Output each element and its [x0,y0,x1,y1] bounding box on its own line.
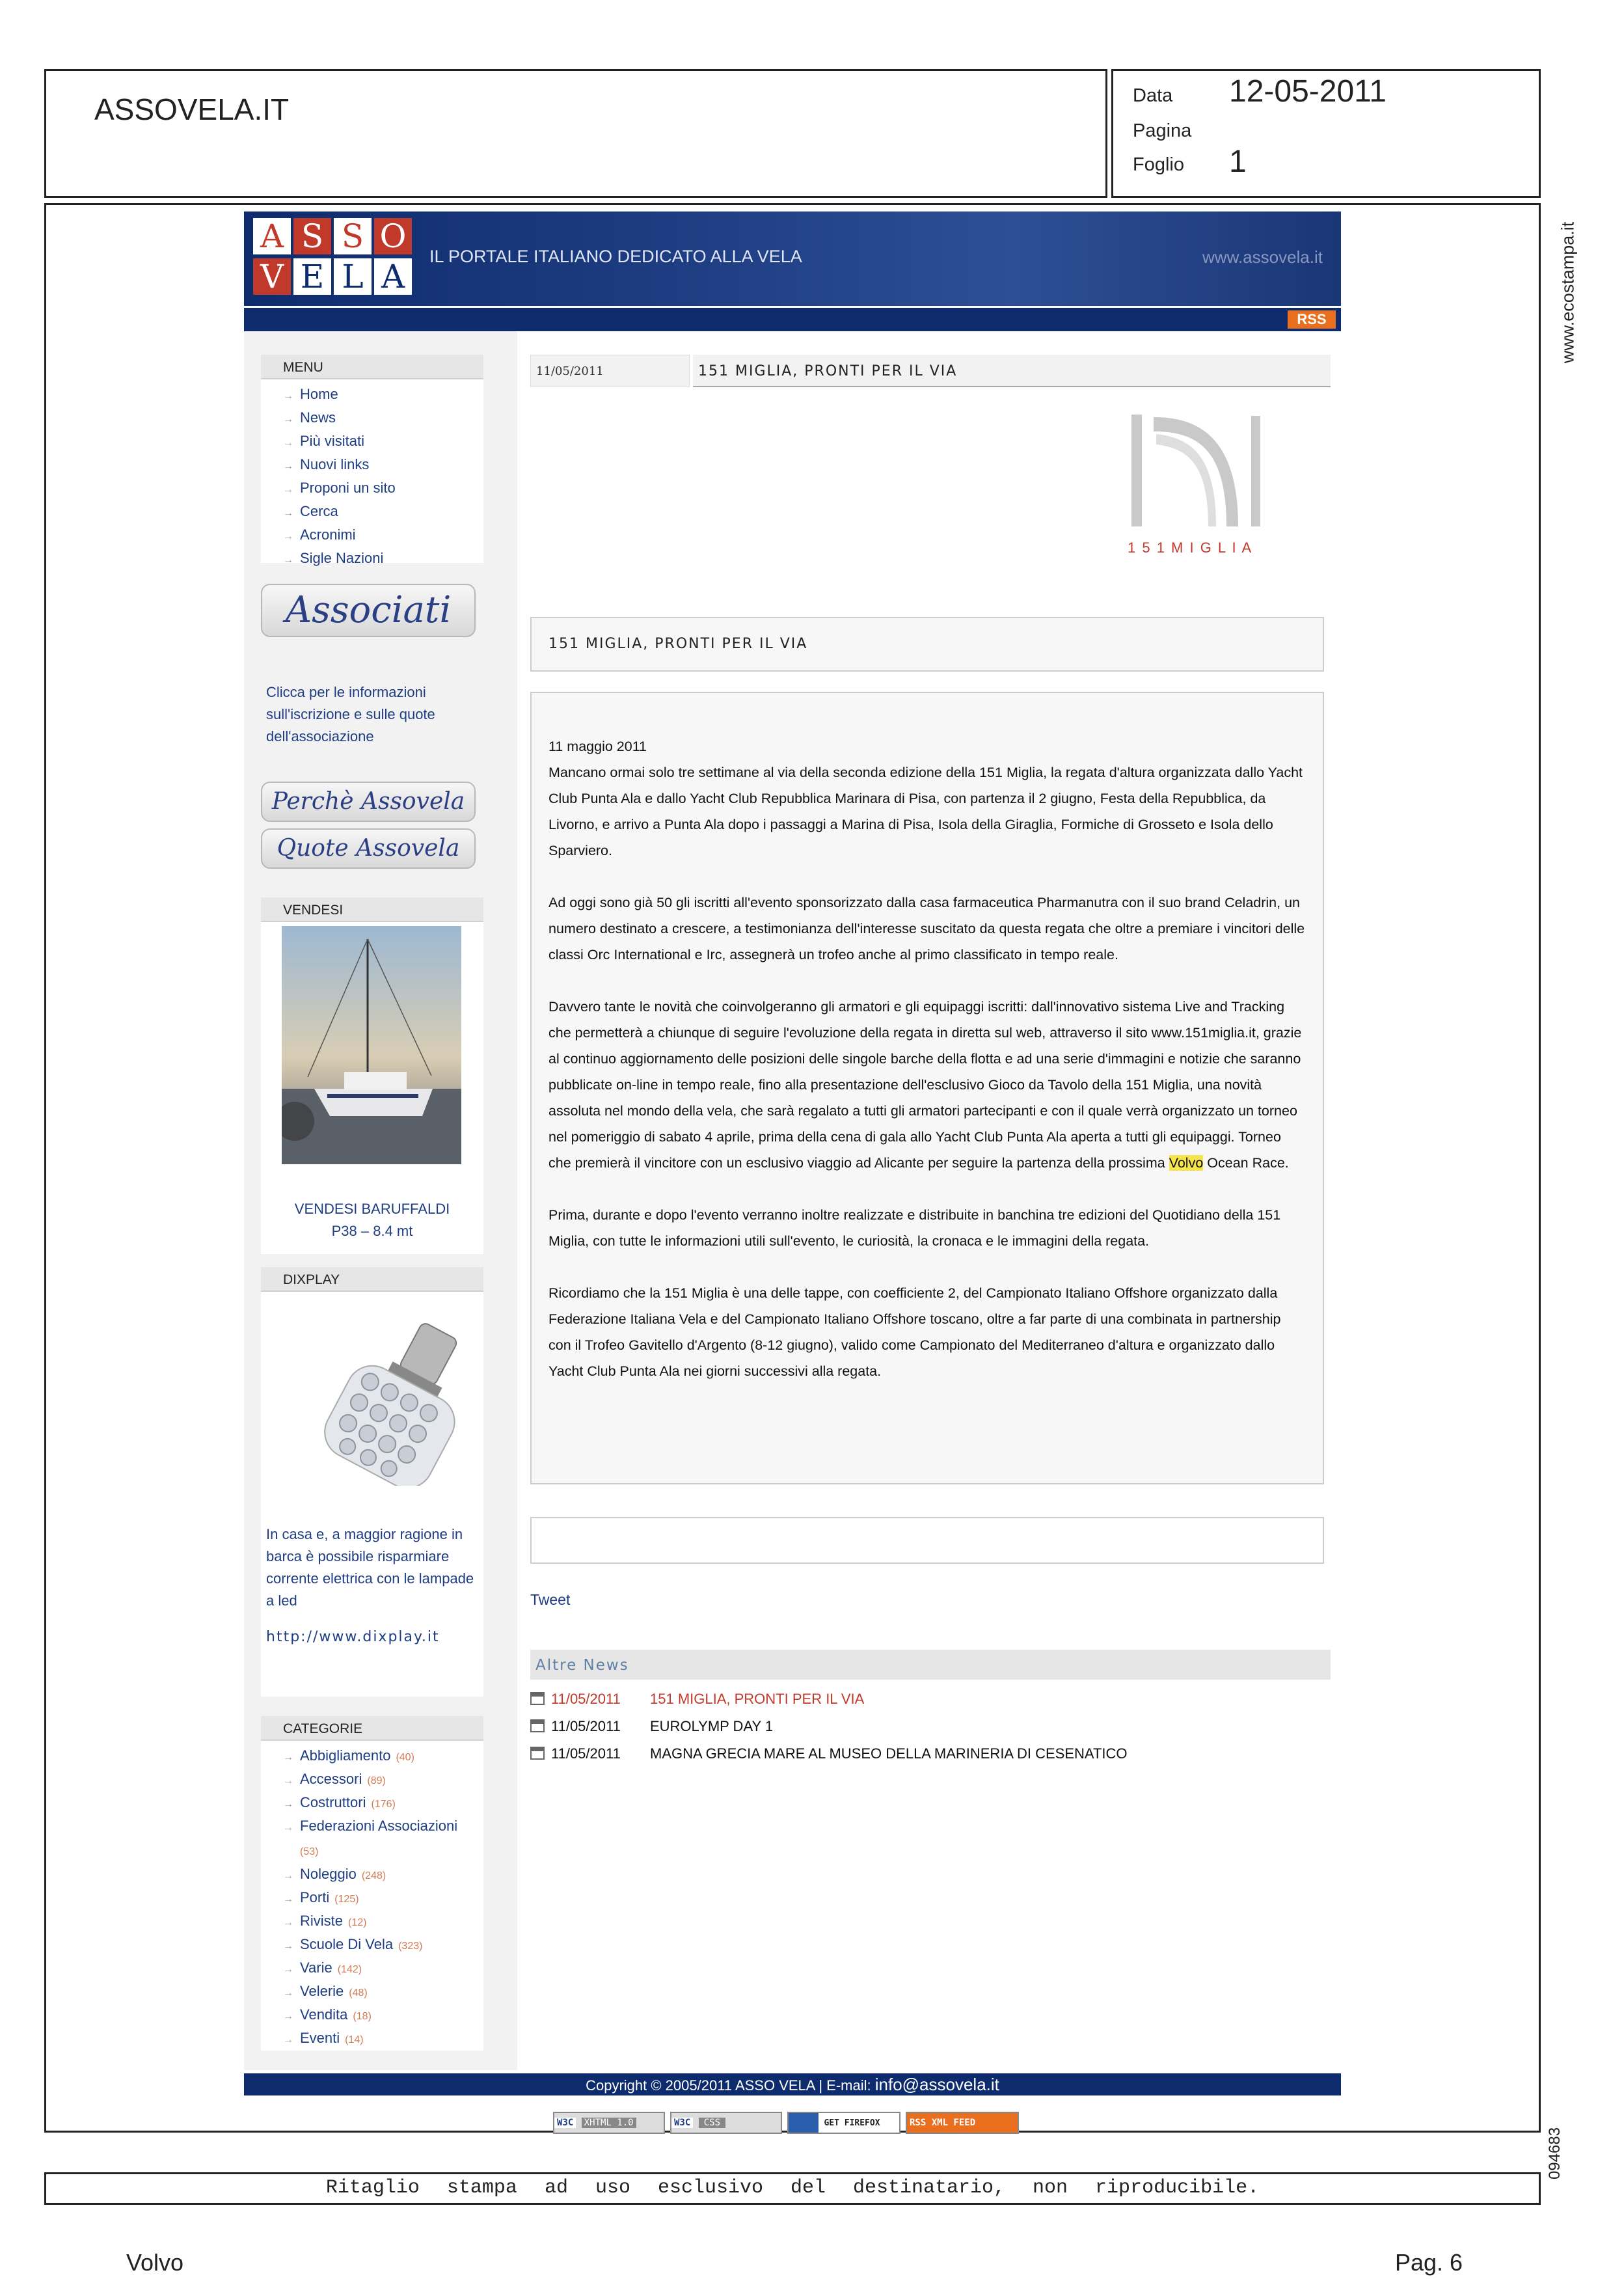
altre-news-title: Altre News [530,1650,1331,1680]
news-title: EUROLYMP DAY 1 [650,1718,774,1734]
vendesi-box [261,897,483,1254]
share-box [530,1517,1324,1564]
associati-button[interactable]: Associati [261,584,476,637]
category-count: (323) [398,1941,423,1952]
site-banner [244,212,1341,306]
rss-xml-badge[interactable] [906,2112,1019,2134]
vendesi-caption[interactable] [261,1198,483,1242]
sailboat-photo[interactable] [282,926,461,1164]
category-count: (14) [345,2034,364,2045]
category-name: Vendita [300,2006,348,2023]
associati-text: Clicca per le informazioni sull'iscrizione e sulle quote dell'associazione [266,684,435,744]
clipping-code [1536,2112,1575,2196]
151-miglia-logo [1128,412,1264,562]
article-paragraph: Ricordiamo che la 151 Miglia è una delle tappe, con coefficiente 2, del Campionato Italiano Offshore organizzato dalla Federazione Italiana Vela e del Campionato Italiano Offshore toscano, oltre a far parte di una combinata in partnership con il Trofeo Gavitello d'Argento (8-12 giugno), valido come Campionato del Mediterraneo d'altura e organizzato dallo Yacht Club Punta Ala nei giorni successivi alla regata. [548,1285,1281,1379]
article-title: 151 MIGLIA, PRONTI PER IL VIA [693,355,1331,387]
xhtml-badge-label: XHTML 1.0 [582,2118,636,2128]
menu-item-sigle-nazioni[interactable]: → Sigle Nazioni [261,547,483,571]
menu-item-piu-visitati[interactable]: → Più visitati [261,430,483,454]
category-item[interactable] [261,1933,483,1957]
category-item[interactable] [261,1745,483,1768]
menu-item-news[interactable]: → News [261,407,483,430]
publication-name: ASSOVELA.IT [94,92,290,126]
category-name: Costruttori [300,1794,366,1810]
logo-letter: S [293,218,331,254]
category-item[interactable] [261,2004,483,2027]
pagina-label: Pagina [1133,120,1192,141]
article-date: 11/05/2011 [530,355,690,387]
menu-item-nuovi-links[interactable]: → Nuovi links [261,454,483,477]
article-paragraph: Ad oggi sono già 50 gli iscritti all'evento sponsorizzato dalla casa farmaceutica Pharmanutra con il suo brand Celadrin, un numero destinato a crescere, a testimonianza dell'interesse suscitato da questa regata che oltre a premiare i vincitori delle classi Orc International e Irc, assegnerà un trofeo anche al primo classificato in tempo reale. [548,895,1305,962]
left-sidebar [244,331,517,2070]
copyright-text: Copyright © 2005/2011 ASSO VELA | E-mail: [586,2077,875,2094]
disclaimer: Ritaglio stampa ad uso esclusivo del destinatario, non riproducibile. [44,2172,1541,2205]
category-count: (248) [361,1870,386,1881]
menu-item-cerca[interactable]: → Cerca [261,500,483,524]
page-number: Pag. 6 [1395,2249,1463,2276]
perche-assovela-button[interactable]: Perchè Assovela [261,782,476,822]
data-label: Data [1133,85,1173,106]
nav-bar [244,308,1341,331]
w3c-logo: W3C [554,2118,576,2128]
side-url: www.ecostampa.it [1558,221,1578,364]
firefox-badge[interactable] [787,2112,900,2134]
menu-title: MENU [261,355,483,379]
category-count: (89) [367,1775,386,1786]
category-name: Riviste [300,1913,344,1929]
foglio-label: Foglio [1133,154,1184,175]
css-badge-label: CSS [699,2118,725,2128]
data-value: 12-05-2011 [1229,74,1387,109]
quote-assovela-button[interactable]: Quote Assovela [261,828,476,869]
clipping-header-left [44,69,1107,198]
article-subtitle: 151 MIGLIA, PRONTI PER IL VIA [530,617,1324,672]
rss-xml-badge-label: RSS XML FEED [910,2118,976,2128]
site-url: www.assovela.it [1202,247,1323,267]
paragraph-text: Davvero tante le novità che coinvolgeranno gli armatori e gli equipaggi iscritti: dall'innovativo sistema Live and Tracking che permetterà a chiunque di seguire l'evoluzione della regata in diretta sul web, attraverso il sito www.151miglia.it, grazie al continuo aggiornamento delle posizioni delle singole barche della flotta e ad una serie d'immagini e notizie che saranno pubblicate on-line in tempo reale, fino alla presentazione dell'esclusivo Gioco da Tavolo della 151 Miglia, una novità assoluta nel mondo della vela, che sarà regalato a tutti gli armatori partecipanti e con il quale verrà organizzato un torneo nel pomeriggio di sabato 4 aprile, prima della cena di gala allo Yacht Club Punta Ala aperta a tutti gli equipaggi. Torneo che premierà il vincitore con un esclusivo viaggio ad Alicante per seguire la partenza della prossima [548,999,1302,1171]
led-lamp-photo[interactable] [282,1296,461,1486]
clipping-header-right [1111,69,1541,198]
category-item[interactable] [261,1863,483,1887]
category-count: (125) [334,1894,359,1905]
category-count: (18) [353,2011,372,2022]
article-body [530,692,1324,1484]
news-date: 11/05/2011 [551,1745,621,1762]
footer-email-link[interactable]: info@assovela.it [874,2075,999,2094]
category-item[interactable] [261,1768,483,1792]
calendar-icon [530,1747,545,1760]
menu-item-home[interactable]: → Home [261,383,483,407]
151-miglia-logo-mark [1128,412,1264,536]
dixplay-link[interactable]: http://www.dixplay.it [266,1629,440,1645]
logo-letter: O [374,218,412,254]
calendar-icon [530,1719,545,1732]
paragraph-text: Ocean Race. [1203,1155,1289,1171]
151-miglia-logo-text: 1 5 1 M I G L I A [1128,539,1253,556]
category-count: (176) [371,1799,396,1810]
tweet-button[interactable]: Tweet [530,1591,571,1608]
w3c-logo: W3C [671,2118,693,2128]
category-item[interactable] [261,2027,483,2051]
category-item[interactable] [261,1957,483,1980]
logo-letter: L [334,258,372,295]
calendar-icon [530,1692,545,1705]
menu-item-acronimi[interactable]: → Acronimi [261,524,483,547]
category-count: (48) [349,1987,368,1999]
category-name: Porti [300,1889,330,1905]
news-title: MAGNA GRECIA MARE AL MUSEO DELLA MARINERIA DI CESENATICO [650,1745,1128,1762]
article-paragraph: Mancano ormai solo tre settimane al via della seconda edizione della 151 Miglia, la regata d'altura organizzata dallo Yacht Club Punta Ala e dallo Yacht Club Repubblica Marinara di Pisa, con partenza il 2 giugno, Festa della Repubblica, da Livorno, e arrivo a Punta Ala dopo i passaggi a Marina di Pisa, Isola della Giraglia, Formiche di Grosseto e Isola dello Sparviero. [548,765,1303,858]
category-item[interactable] [261,1815,483,1863]
css-badge[interactable] [670,2112,782,2134]
category-name: Velerie [300,1983,344,1999]
category-count: (40) [396,1752,414,1763]
logo-letter: A [374,258,412,295]
category-count: (142) [337,1964,362,1975]
categorie-title: CATEGORIE [261,1716,483,1741]
category-count: (12) [348,1917,367,1928]
category-name: Accessori [300,1771,362,1787]
dixplay-box [261,1267,483,1697]
category-name: Abbigliamento [300,1747,391,1764]
assovela-logo[interactable] [249,217,417,299]
article-paragraph [548,994,1307,1176]
dixplay-text: In casa e, a maggior ragione in barca è possibile risparmiare corrente elettrica con le lampade a led [266,1526,474,1609]
news-date: 11/05/2011 [551,1718,621,1734]
highlighted-keyword: Volvo [1169,1155,1204,1171]
category-name: Noleggio [300,1866,357,1882]
dixplay-title: DIXPLAY [261,1267,483,1292]
ecostampa-side-text [1554,210,1577,379]
news-title: 151 MIGLIA, PRONTI PER IL VIA [650,1691,865,1707]
vendesi-caption-line2: P38 – 8.4 mt [331,1223,413,1239]
category-name: Federazioni Associazioni [300,1818,458,1834]
firefox-badge-label: GET FIREFOX [824,2118,880,2128]
menu-box [261,355,483,566]
rss-button[interactable]: RSS [1288,310,1336,329]
category-name: Varie [300,1959,332,1976]
news-row[interactable] [530,1686,864,1712]
clipping-code-value: 094683 [1546,2127,1563,2180]
menu-item-proponi[interactable]: → Proponi un sito [261,477,483,500]
category-item[interactable] [261,1792,483,1815]
keyword-label: Volvo [126,2249,184,2276]
category-item[interactable] [261,1980,483,2004]
foglio-value: 1 [1229,144,1247,179]
category-name: Eventi [300,2030,340,2046]
news-row[interactable] [530,1741,1128,1767]
logo-letter: E [293,258,331,295]
xhtml-badge[interactable] [553,2112,665,2134]
logo-letter: V [253,258,291,295]
vendesi-caption-line1: VENDESI BARUFFALDI [294,1201,450,1217]
website [244,212,1341,2099]
firefox-icon [789,2113,819,2133]
logo-letter: A [253,218,291,254]
news-date: 11/05/2011 [551,1691,621,1707]
article-dateline: 11 maggio 2011 [548,739,647,754]
logo-letter: S [334,218,372,254]
footer-badges [553,2112,1074,2135]
category-count: (53) [300,1846,319,1857]
categorie-box [261,1716,483,2051]
site-footer [244,2073,1341,2095]
site-slogan: IL PORTALE ITALIANO DEDICATO ALLA VELA [429,247,802,266]
category-item[interactable] [261,1887,483,1910]
category-item[interactable] [261,1910,483,1933]
vendesi-title: VENDESI [261,897,483,922]
article-paragraph: Prima, durante e dopo l'evento verranno inoltre realizzate e distribuite in banchina tre edizioni del Quotidiano della 151 Miglia, con tutte le informazioni utili sull'evento, le curiosità, la cronaca e le immagini della regata. [548,1207,1281,1249]
category-name: Scuole Di Vela [300,1936,394,1952]
news-row[interactable] [530,1713,773,1740]
